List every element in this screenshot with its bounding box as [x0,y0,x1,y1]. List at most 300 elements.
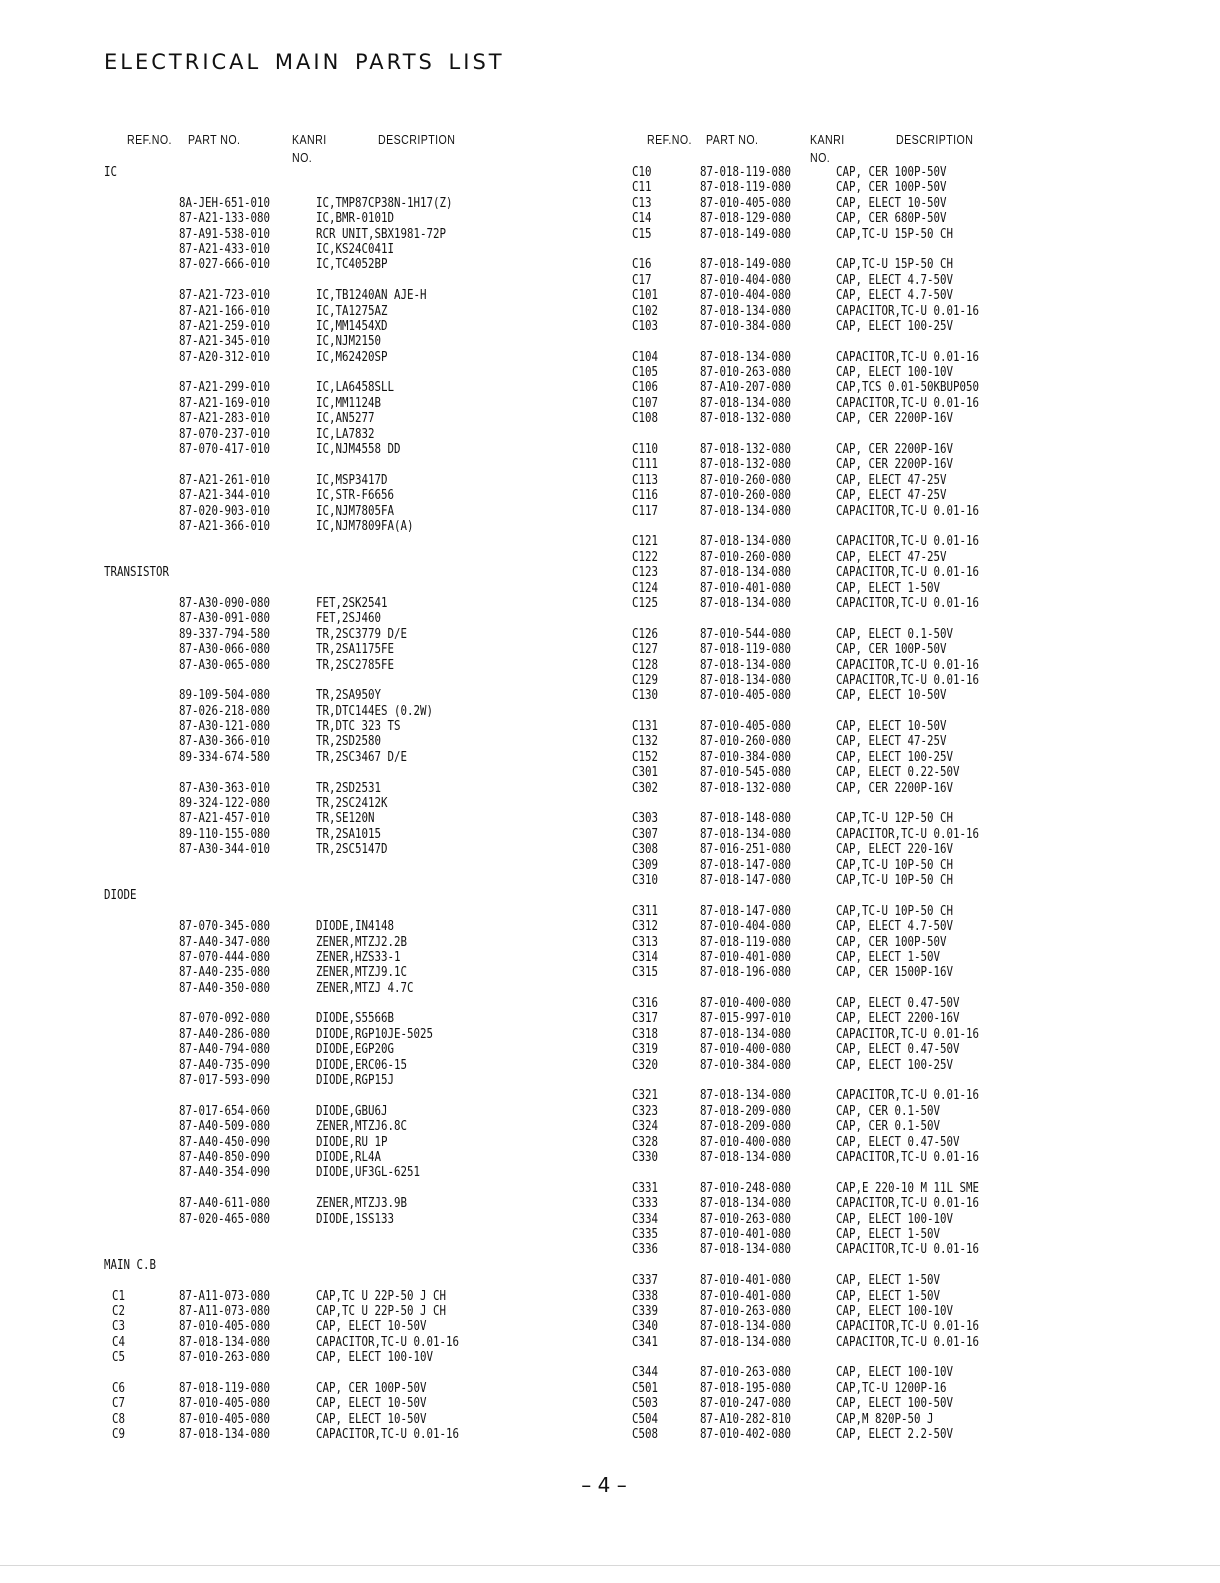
ref-no: C104 [632,348,659,365]
ref-no: C15 [632,225,652,242]
description: IC,TC4052BP [316,256,388,273]
part-no: 87-A21-345-010 [179,333,271,350]
header-ref-no: REF.NO. [127,133,172,147]
ref-no: C336 [632,1241,659,1258]
description: CAP, ELECT 0.47-50V [836,995,960,1012]
part-no: 87-018-196-080 [700,964,792,981]
description: CAP, CER 100P-50V [836,179,947,196]
part-no: 87-A40-350-080 [179,979,271,996]
part-no: 87-010-401-080 [700,1287,792,1304]
part-no: 87-A21-433-010 [179,240,271,257]
parts-row [632,1365,1192,1380]
part-no: 87-010-401-080 [700,948,792,965]
parts-row [104,1073,664,1088]
description: CAP,TC U 22P-50 J CH [316,1287,447,1304]
ref-no: C125 [632,594,659,611]
ref-no: C501 [632,1379,659,1396]
description: CAPACITOR,TC-U 0.01-16 [836,825,980,842]
part-no: 87-010-404-080 [700,287,792,304]
parts-row [632,919,1192,934]
part-no: 87-010-404-080 [700,918,792,935]
page-title: ELECTRICAL MAIN PARTS LIST [104,50,505,74]
ref-no: C16 [632,256,652,273]
section-heading [104,565,664,580]
parts-list-left-column [104,165,664,1442]
header-description-right: DESCRIPTION [896,133,974,147]
part-no: 87-018-132-080 [700,410,792,427]
description: ZENER,MTZJ2.2B [316,933,408,950]
description: CAP,TC-U 10P-50 CH [836,902,954,919]
part-no: 87-018-134-080 [179,1333,271,1350]
parts-row [632,411,1192,426]
description: CAP,TC U 22P-50 J CH [316,1302,447,1319]
parts-row [104,842,664,857]
part-no: 87-010-405-080 [700,687,792,704]
part-no: 87-010-544-080 [700,625,792,642]
description: CAP, ELECT 100-25V [836,317,954,334]
ref-no: C8 [112,1410,126,1427]
part-no: 87-A91-538-010 [179,225,271,242]
ref-no: C340 [632,1318,659,1335]
parts-row [104,719,664,734]
parts-row [632,1412,1192,1427]
part-no: 87-A21-166-010 [179,302,271,319]
description: CAP, CER 0.1-50V [836,1118,941,1135]
description: RCR UNIT,SBX1981-72P [316,225,447,242]
ref-no: C308 [632,841,659,858]
parts-row [104,1212,664,1227]
ref-no: C307 [632,825,659,842]
parts-row [104,442,664,457]
description: IC,NJM4558 DD [316,441,401,458]
parts-row [632,1289,1192,1304]
parts-row [104,288,664,303]
part-no: 87-A21-723-010 [179,287,271,304]
part-no: 87-010-260-080 [700,733,792,750]
part-no: 87-018-134-080 [700,1087,792,1104]
description: TR,2SD2580 [316,733,382,750]
part-no: 87-A40-354-090 [179,1164,271,1181]
description: CAP, ELECT 100-25V [836,748,954,765]
ref-no: C330 [632,1149,659,1165]
spacer [632,1258,1192,1273]
parts-row [632,227,1192,242]
part-no: 87-010-401-080 [700,579,792,596]
parts-row [632,350,1192,365]
ref-no: C311 [632,902,659,919]
parts-row [632,396,1192,411]
ref-no: C331 [632,1179,659,1196]
part-no: 87-018-119-080 [179,1379,271,1396]
part-no: 87-A10-207-080 [700,379,792,396]
ref-no: C324 [632,1118,659,1135]
description: IC,TMP87CP38N-1H17(Z) [316,194,453,211]
description: CAPACITOR,TC-U 0.01-16 [836,1087,980,1104]
part-no: 87-020-465-080 [179,1210,271,1227]
parts-row [104,981,664,996]
spacer [104,1088,664,1103]
ref-no: C124 [632,579,659,596]
ref-no: C337 [632,1272,659,1289]
parts-row [632,673,1192,688]
parts-row [632,965,1192,980]
parts-row [104,1150,664,1165]
ref-no: C116 [632,487,659,504]
header-kanri-line2: NO. [292,151,313,165]
part-no: 87-A40-450-090 [179,1133,271,1150]
description: DIODE,RU 1P [316,1133,388,1150]
part-no: 87-070-345-080 [179,918,271,935]
parts-row [632,1242,1192,1257]
parts-row [104,750,664,765]
part-no: 87-A11-073-080 [179,1287,271,1304]
part-no: 87-018-134-080 [700,1333,792,1350]
description: TR,2SC3779 D/E [316,625,408,642]
part-no: 87-010-400-080 [700,995,792,1012]
description: CAPACITOR,TC-U 0.01-16 [836,348,980,365]
ref-no: C316 [632,995,659,1012]
parts-row [104,519,664,534]
ref-no: C508 [632,1426,659,1443]
ref-no: C321 [632,1087,659,1104]
part-no: 87-A11-073-080 [179,1302,271,1319]
part-no: 87-010-263-080 [700,1364,792,1381]
parts-row [104,796,664,811]
part-no: 87-017-593-090 [179,1072,271,1089]
part-no: 87-010-404-080 [700,271,792,288]
description: CAP, CER 0.1-50V [836,1102,941,1119]
parts-row [104,1412,664,1427]
parts-row [104,734,664,749]
parts-row [632,1396,1192,1411]
description: CAP, ELECT 1-50V [836,948,941,965]
ref-no: C128 [632,656,659,673]
parts-row [632,304,1192,319]
parts-row [104,965,664,980]
part-no: 87-018-147-080 [700,902,792,919]
description: CAP, CER 100P-50V [836,933,947,950]
parts-row [632,257,1192,272]
description: TR,DTC144ES (0.2W) [316,702,434,719]
parts-row [104,473,664,488]
parts-row [104,257,664,272]
part-no: 87-018-129-080 [700,210,792,227]
parts-row [104,242,664,257]
ref-no: C341 [632,1333,659,1350]
description: CAPACITOR,TC-U 0.01-16 [836,594,980,611]
header-kanri-line1: KANRI [292,133,327,147]
part-no: 87-A30-066-080 [179,641,271,658]
parts-row [632,165,1192,180]
parts-row [632,873,1192,888]
description: CAP, ELECT 4.7-50V [836,287,954,304]
part-no: 87-A21-133-080 [179,210,271,227]
description: CAP, ELECT 2200-16V [836,1010,960,1027]
part-no: 87-015-997-010 [700,1010,792,1027]
part-no: 87-010-384-080 [700,1056,792,1073]
part-no: 87-010-545-080 [700,764,792,781]
section-heading [104,1258,664,1273]
parts-row [632,1335,1192,1350]
part-no: 87-018-119-080 [700,933,792,950]
part-no: 87-070-237-010 [179,425,271,442]
ref-no: C127 [632,641,659,658]
parts-row [104,350,664,365]
ref-no: C17 [632,271,652,288]
parts-row [104,1396,664,1411]
part-no: 87-010-260-080 [700,487,792,504]
part-no: 87-018-134-080 [700,394,792,411]
description: IC,NJM7805FA [316,502,395,519]
section-heading [104,888,664,903]
header-part-no-right: PART NO. [706,133,759,147]
ref-no: C132 [632,733,659,750]
description: CAPACITOR,TC-U 0.01-16 [836,533,980,550]
part-no: 87-A21-259-010 [179,317,271,334]
part-no: 87-018-134-080 [700,825,792,842]
description: IC,TA1275AZ [316,302,388,319]
parts-row [104,411,664,426]
part-no: 87-018-134-080 [700,348,792,365]
spacer [104,457,664,472]
parts-row [104,304,664,319]
description: CAPACITOR,TC-U 0.01-16 [316,1426,460,1443]
description: DIODE,1SS133 [316,1210,395,1227]
parts-row [632,596,1192,611]
ref-no: C111 [632,456,659,473]
description: ZENER,MTZJ9.1C [316,964,408,981]
parts-row [632,1042,1192,1057]
parts-row [632,858,1192,873]
parts-row [632,1427,1192,1442]
spacer [632,427,1192,442]
part-no: 87-010-400-080 [700,1133,792,1150]
description: CAP,E 220-10 M 11L SME [836,1179,980,1196]
parts-row [632,935,1192,950]
part-no: 87-A21-344-010 [179,487,271,504]
ref-no: C339 [632,1302,659,1319]
spacer [104,365,664,380]
part-no: 87-010-402-080 [700,1426,792,1443]
ref-no: C107 [632,394,659,411]
part-no: 87-017-654-060 [179,1102,271,1119]
description: DIODE,EGP20G [316,1041,395,1058]
description: TR,2SA1175FE [316,641,395,658]
parts-row [104,704,664,719]
description: TR,2SC2785FE [316,656,395,673]
description: CAP, ELECT 100-10V [836,1302,954,1319]
description: CAP, ELECT 10-50V [836,718,947,735]
description: CAP, ELECT 1-50V [836,1287,941,1304]
spacer [632,242,1192,257]
ref-no: C10 [632,164,652,180]
description: CAP, ELECT 220-16V [836,841,954,858]
parts-row [632,627,1192,642]
parts-row [632,719,1192,734]
description: IC,MM1124B [316,394,382,411]
description: CAP, ELECT 10-50V [836,194,947,211]
part-no: 87-018-134-080 [700,656,792,673]
description: FET,2SK2541 [316,594,388,611]
ref-no: C315 [632,964,659,981]
header-kanri [292,131,327,167]
ref-no: C313 [632,933,659,950]
description: CAPACITOR,TC-U 0.01-16 [836,502,980,519]
part-no: 89-109-504-080 [179,687,271,704]
part-no: 87-016-251-080 [700,841,792,858]
ref-no: C13 [632,194,652,211]
parts-row [104,611,664,626]
description: CAP, ELECT 10-50V [316,1410,427,1427]
part-no: 87-018-147-080 [700,871,792,888]
description: IC,AN5277 [316,410,375,427]
description: CAPACITOR,TC-U 0.01-16 [836,671,980,688]
parts-row [104,1165,664,1180]
part-no: 87-A21-299-010 [179,379,271,396]
part-no: 87-010-248-080 [700,1179,792,1196]
ref-no: C102 [632,302,659,319]
section-title: MAIN C.B [104,1256,157,1273]
part-no: 87-010-405-080 [700,718,792,735]
part-no: 87-018-134-080 [700,502,792,519]
ref-no: C309 [632,856,659,873]
ref-no: C106 [632,379,659,396]
description: IC,KS24C041I [316,240,395,257]
part-no: 87-010-260-080 [700,471,792,488]
description: CAPACITOR,TC-U 0.01-16 [836,394,980,411]
ref-no: C1 [112,1287,126,1304]
part-no: 87-018-149-080 [700,256,792,273]
part-no: 87-A30-363-010 [179,779,271,796]
description: CAP, ELECT 1-50V [836,1225,941,1242]
ref-no: C323 [632,1102,659,1119]
parts-row [104,658,664,673]
description: CAPACITOR,TC-U 0.01-16 [836,1195,980,1212]
part-no: 87-018-119-080 [700,164,792,180]
description: IC,LA6458SLL [316,379,395,396]
parts-row [104,504,664,519]
parts-row [632,750,1192,765]
part-no: 87-018-134-080 [700,1241,792,1258]
description: CAPACITOR,TC-U 0.01-16 [836,656,980,673]
parts-row [632,1150,1192,1165]
ref-no: C103 [632,317,659,334]
ref-no: C314 [632,948,659,965]
parts-row [632,196,1192,211]
parts-row [104,1381,664,1396]
description: DIODE,RGP15J [316,1072,395,1089]
part-no: 87-A21-169-010 [179,394,271,411]
description: CAP, ELECT 0.1-50V [836,625,954,642]
part-no: 87-A21-366-010 [179,517,271,534]
part-no: 87-A30-091-080 [179,610,271,627]
spacer [104,550,664,565]
parts-row [632,457,1192,472]
part-no: 87-018-134-080 [700,302,792,319]
parts-row [632,365,1192,380]
part-no: 87-A30-065-080 [179,656,271,673]
parts-row [104,227,664,242]
part-no: 87-070-417-010 [179,441,271,458]
ref-no: C2 [112,1302,126,1319]
spacer [104,996,664,1011]
ref-no: C105 [632,364,659,381]
description: TR,2SA1015 [316,825,382,842]
description: DIODE,GBU6J [316,1102,388,1119]
part-no: 89-110-155-080 [179,825,271,842]
spacer [104,534,664,549]
part-no: 87-A30-344-010 [179,841,271,858]
description: ZENER,MTZJ6.8C [316,1118,408,1135]
description: CAP, ELECT 0.47-50V [836,1041,960,1058]
description: CAP, ELECT 2.2-50V [836,1426,954,1443]
header-ref-no-right: REF.NO. [647,133,692,147]
parts-row [104,396,664,411]
spacer [104,673,664,688]
part-no: 87-010-263-080 [179,1349,271,1366]
part-no: 87-A40-794-080 [179,1041,271,1058]
page-number: – 4 – [581,1473,627,1497]
part-no: 87-A40-611-080 [179,1195,271,1212]
parts-row [104,211,664,226]
spacer [104,581,664,596]
parts-row [632,1104,1192,1119]
spacer [104,1242,664,1257]
description: IC,LA7832 [316,425,375,442]
parts-row [104,1135,664,1150]
description: CAP, ELECT 47-25V [836,487,947,504]
page-edge-divider [0,1565,1220,1566]
part-no: 87-018-134-080 [700,1195,792,1212]
section-title: IC [104,164,118,180]
parts-row [632,1227,1192,1242]
parts-row [104,688,664,703]
parts-row [632,488,1192,503]
parts-row [632,827,1192,842]
spacer [632,1350,1192,1365]
part-no: 87-A40-509-080 [179,1118,271,1135]
section-title: TRANSISTOR [104,564,170,581]
parts-row [632,534,1192,549]
description: IC,BMR-0101D [316,210,395,227]
ref-no: C317 [632,1010,659,1027]
part-no: 87-027-666-010 [179,256,271,273]
description: ZENER,MTZJ3.9B [316,1195,408,1212]
description: CAP,TC-U 15P-50 CH [836,225,954,242]
ref-no: C11 [632,179,652,196]
part-no: 87-A40-347-080 [179,933,271,950]
description: CAPACITOR,TC-U 0.01-16 [836,1149,980,1165]
part-no: 87-018-209-080 [700,1102,792,1119]
part-no: 87-018-132-080 [700,441,792,458]
header-part-no: PART NO. [188,133,241,147]
parts-row [104,1289,664,1304]
parts-row [632,734,1192,749]
parts-row [632,1304,1192,1319]
description: FET,2SJ460 [316,610,382,627]
parts-row [104,196,664,211]
description: CAPACITOR,TC-U 0.01-16 [836,1318,980,1335]
ref-no: C4 [112,1333,126,1350]
section-title: DIODE [104,887,137,904]
parts-row [104,488,664,503]
spacer [104,1227,664,1242]
description: CAP,TC-U 1200P-16 [836,1379,947,1396]
part-no: 87-010-384-080 [700,748,792,765]
description: IC,M62420SP [316,348,388,365]
parts-row [104,1104,664,1119]
parts-row [104,1319,664,1334]
